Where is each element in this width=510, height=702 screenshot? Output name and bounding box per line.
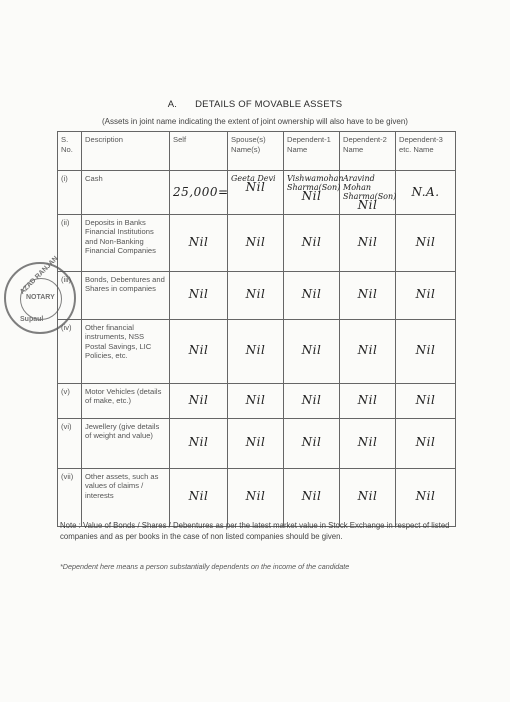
- row-sno: (iv): [58, 319, 82, 383]
- cash-self-cell: [170, 171, 228, 215]
- header-dependent-2: Dependent-2 Name: [340, 132, 396, 171]
- header-dependent-3: Dependent-3 etc. Name: [396, 132, 456, 171]
- row-dependent-1-value: Nil: [301, 287, 322, 302]
- table-row: [58, 468, 456, 526]
- row-description: Bonds, Debentures and Shares in companies: [82, 271, 170, 319]
- row-self-value: Nil: [188, 435, 209, 450]
- row-dependent-2-value: Nil: [357, 489, 378, 504]
- header-dependent-1: Dependent-1 Name: [284, 132, 340, 171]
- row-description: Jewellery (give details of weight and value): [82, 418, 170, 468]
- cash-dependent-2-value: Nil: [357, 198, 378, 212]
- notary-stamp: AZAD RANJAN NOTARY Supaul: [4, 262, 76, 334]
- row-sno: (vi): [58, 418, 82, 468]
- row-dependent-2-value: Nil: [357, 287, 378, 302]
- spouse-name: Geeta Devi: [231, 174, 276, 183]
- cash-dependent-3-cell: [396, 171, 456, 215]
- row-spouse-cell: [228, 418, 284, 468]
- cash-spouse-value: Nil: [245, 180, 266, 194]
- row-dependent-1-cell: [284, 319, 340, 383]
- row-dependent-3-value: Nil: [415, 234, 436, 249]
- row-dependent-2-cell: [340, 271, 396, 319]
- row-self-value: Nil: [188, 234, 209, 249]
- table-row: [58, 383, 456, 418]
- section-title: DETAILS OF MOVABLE ASSETS: [195, 99, 343, 110]
- row-dependent-1-cell: [284, 383, 340, 418]
- row-dependent-1-value: Nil: [301, 392, 322, 407]
- row-spouse-cell: [228, 271, 284, 319]
- note-block: [60, 520, 455, 542]
- row-spouse-value: Nil: [245, 287, 266, 302]
- row-dependent-2-cell: [340, 214, 396, 271]
- row-dependent-3-cell: [396, 468, 456, 526]
- row-spouse-value: Nil: [245, 435, 266, 450]
- table-row: [58, 171, 456, 215]
- movable-assets-table: [57, 131, 456, 527]
- row-dependent-3-value: Nil: [415, 435, 436, 450]
- footnote: *Dependent here means a person substantially dependents on the income of the candidate: [60, 562, 350, 571]
- cash-self-value: 25,000=: [173, 184, 229, 199]
- row-dependent-1-value: Nil: [301, 343, 322, 358]
- row-description: Other financial instruments, NSS Postal Savings, LIC Policies, etc.: [82, 319, 170, 383]
- header-description: Description: [82, 132, 170, 171]
- row-dependent-1-cell: [284, 468, 340, 526]
- row-spouse-value: Nil: [245, 392, 266, 407]
- row-description: Deposits in Banks Financial Institutions and Non-Banking Financial Companies: [82, 214, 170, 271]
- row-dependent-2-value: Nil: [357, 392, 378, 407]
- table-row: [58, 271, 456, 319]
- row-dependent-2-cell: [340, 383, 396, 418]
- header-spouse: Spouse(s) Name(s): [228, 132, 284, 171]
- row-sno: (i): [58, 171, 82, 215]
- row-self-cell: [170, 418, 228, 468]
- row-dependent-2-cell: [340, 418, 396, 468]
- cash-spouse-cell: [228, 171, 284, 215]
- row-dependent-2-cell: [340, 319, 396, 383]
- row-sno: (ii): [58, 214, 82, 271]
- row-spouse-value: Nil: [245, 489, 266, 504]
- row-dependent-2-value: Nil: [357, 343, 378, 358]
- row-spouse-cell: [228, 383, 284, 418]
- row-dependent-1-value: Nil: [301, 234, 322, 249]
- table-header-row: [58, 132, 456, 171]
- row-dependent-2-cell: [340, 468, 396, 526]
- row-self-value: Nil: [188, 489, 209, 504]
- cash-dependent-1-value: Nil: [301, 189, 322, 203]
- row-dependent-3-cell: [396, 271, 456, 319]
- row-description: Cash: [82, 171, 170, 215]
- row-dependent-3-cell: [396, 214, 456, 271]
- row-dependent-3-cell: [396, 418, 456, 468]
- row-self-value: Nil: [188, 287, 209, 302]
- note-text: Value of Bonds / Shares / Debentures as per the latest market value in Stock Exchange in respect of listed companies and as per books in the case of non listed companies should be given.: [60, 521, 450, 541]
- row-dependent-3-value: Nil: [415, 489, 436, 504]
- row-self-cell: [170, 271, 228, 319]
- row-self-cell: [170, 214, 228, 271]
- row-dependent-3-value: Nil: [415, 392, 436, 407]
- row-spouse-cell: [228, 468, 284, 526]
- row-self-cell: [170, 319, 228, 383]
- row-spouse-value: Nil: [245, 234, 266, 249]
- row-dependent-2-value: Nil: [357, 435, 378, 450]
- row-spouse-value: Nil: [245, 343, 266, 358]
- row-dependent-1-cell: [284, 271, 340, 319]
- row-dependent-3-value: Nil: [415, 287, 436, 302]
- table-row: [58, 319, 456, 383]
- header-self: Self: [170, 132, 228, 171]
- header-sno: S. No.: [58, 132, 82, 171]
- row-sno: (iii): [58, 271, 82, 319]
- row-spouse-cell: [228, 214, 284, 271]
- cash-dependent-3-value: N.A.: [411, 184, 440, 199]
- row-dependent-1-value: Nil: [301, 435, 322, 450]
- row-self-value: Nil: [188, 392, 209, 407]
- table-row: [58, 418, 456, 468]
- row-sno: (v): [58, 383, 82, 418]
- row-self-cell: [170, 383, 228, 418]
- dependent-1-name: Vishwamohan Sharma(Son): [287, 174, 344, 192]
- section-subtitle: (Assets in joint name indicating the extent of joint ownership will also have to be given): [102, 117, 408, 126]
- row-dependent-1-cell: [284, 418, 340, 468]
- row-description: Other assets, such as values of claims / interests: [82, 468, 170, 526]
- cash-dependent-2-cell: [340, 171, 396, 215]
- note-label: Note :: [60, 521, 81, 530]
- row-sno: (vii): [58, 468, 82, 526]
- row-dependent-1-value: Nil: [301, 489, 322, 504]
- section-letter: A.: [167, 99, 178, 110]
- row-spouse-cell: [228, 319, 284, 383]
- row-self-value: Nil: [188, 343, 209, 358]
- row-dependent-3-value: Nil: [415, 343, 436, 358]
- cash-dependent-1-cell: [284, 171, 344, 215]
- table-row: [58, 214, 456, 271]
- dependent-2-name: Aravind Mohan Sharma(Son): [343, 174, 397, 201]
- section-heading: [0, 99, 510, 110]
- row-dependent-1-cell: [284, 214, 340, 271]
- row-description: Motor Vehicles (details of make, etc.): [82, 383, 170, 418]
- row-dependent-3-cell: [396, 319, 456, 383]
- row-self-cell: [170, 468, 228, 526]
- row-dependent-2-value: Nil: [357, 234, 378, 249]
- row-dependent-3-cell: [396, 383, 456, 418]
